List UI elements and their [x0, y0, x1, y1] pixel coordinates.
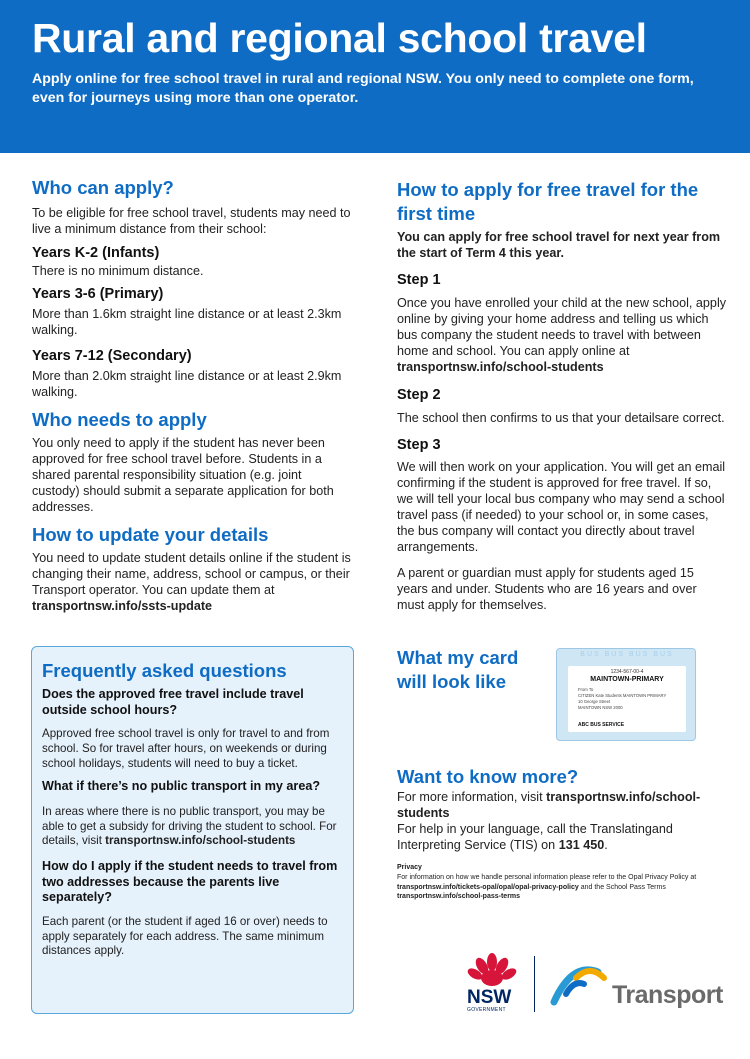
tis-info: For help in your language, call the Translatingand Interpreting Service (TIS) on 131 450. [397, 822, 673, 852]
who-can-apply-heading: Who can apply? [32, 177, 174, 198]
card-line: MAINTOWN NSW 2000 [578, 705, 623, 710]
group-title: Years 3-6 (Primary) [32, 286, 164, 302]
update-heading: How to update your details [32, 524, 269, 545]
privacy-text: For information on how we handle personal information please refer to the Opal Privacy Policy at transportnsw.info/tickets-opal/opal/opal-privacy-policy and the School Pass Terms transportnsw.info/school-pass-terms [397, 874, 697, 901]
faq-answer: Each parent (or the student if aged 16 or over) needs to apply separately for each address. The same minimum distances apply. [42, 914, 328, 958]
step-text: We will then work on your application. You will get an email confirming if the student is approved for free travel. If so, we will tell your local bus company who may send a school travel pass (if needed) to your school or, in some cases, the bus company will contact you directly about travel arrangements. [397, 460, 726, 554]
card-face [568, 666, 686, 732]
group-title: Years 7-12 (Secondary) [32, 348, 192, 364]
step-text: Once you have enrolled your child at the new school, apply online by giving your home address and telling us which bus company the student needs to travel with between home and school. You can apply online at transportnsw.info/school-students [397, 296, 727, 374]
privacy-policy-link[interactable]: transportnsw.info/tickets-opal/opal/opal-privacy-policy [397, 883, 579, 891]
card-line: CITIZEN Kate Students MAINTOWN PRIMARY [578, 693, 667, 698]
faq-question: Does the approved free travel include travel outside school hours? [42, 687, 304, 717]
group-text: More than 1.6km straight line distance or at least 2.3km walking. [32, 307, 342, 337]
nsw-logo-text: NSW [467, 987, 512, 1008]
tis-phone[interactable]: 131 450 [558, 838, 605, 852]
nsw-waratah-icon [464, 952, 520, 992]
update-text: You need to update student details online if the student is changing their name, address, school or campus, or their Transport operator. You can update them at transportnsw.info/ssts-update [32, 551, 351, 613]
how-to-apply-lead: You can apply for free school travel for next year from the start of Term 4 this year. [397, 230, 721, 260]
page-subtitle: Apply online for free school travel in rural and regional NSW. You only need to complete one form, even for journeys using more than one operator. [32, 71, 694, 106]
left-column [32, 176, 352, 614]
more-heading: Want to know more? [397, 766, 579, 787]
more-info: For more information, visit transportnsw.info/school-students [397, 790, 701, 820]
step-text: The school then confirms to us that your detailsare correct. [397, 411, 725, 425]
faq-heading: Frequently asked questions [42, 660, 287, 681]
who-can-apply-intro: To be eligible for free school travel, students may need to live a minimum distance from their school: [32, 206, 351, 236]
step-title: Step 3 [397, 437, 441, 453]
card-school: MAINTOWN-PRIMARY [590, 676, 664, 683]
group-text: More than 2.0km straight line distance or at least 2.9km walking. [32, 369, 342, 399]
card-bus-pattern: BUS BUS BUS BUS [580, 651, 674, 658]
school-students-link[interactable]: transportnsw.info/school-students [105, 834, 296, 848]
faq-question: How do I apply if the student needs to travel from two addresses because the parents live separately? [42, 859, 338, 905]
pass-terms-link[interactable]: transportnsw.info/school-pass-terms [397, 893, 521, 901]
card-line: From To [578, 687, 594, 692]
transport-logo-icon [550, 962, 620, 1012]
card-line: 10 George Street [578, 699, 611, 704]
faq-question: What if there’s no public transport in my area? [42, 779, 321, 794]
who-needs-text: You only need to apply if the student has never been approved for free school travel before. Students in a shared parental responsibility situation (e.g. joint custody) should submit a separate application for both addresses. [32, 436, 334, 514]
ssts-update-link[interactable]: transportnsw.info/ssts-update [32, 599, 213, 613]
step-title: Step 2 [397, 387, 441, 403]
faq-box [31, 646, 354, 1014]
age-note: A parent or guardian must apply for students aged 15 years and under. Students who are 16 years and over must apply for themselves. [397, 566, 697, 612]
card-service: ABC BUS SERVICE [578, 722, 625, 728]
right-column [397, 178, 727, 613]
page-title: Rural and regional school travel [32, 15, 647, 61]
card-number: 1234-567-00-4 [610, 669, 644, 675]
footer-logos [460, 950, 730, 1020]
card-heading: What my card will look like [397, 647, 519, 692]
faq-answer: In areas where there is no public transport, you may be able to get a subsidy for driving the student to school. For details, visit transportnsw.info/school-students [42, 804, 337, 848]
group-text: There is no minimum distance. [32, 264, 204, 278]
school-students-link[interactable]: transportnsw.info/school-students [397, 360, 604, 374]
logo-divider [534, 956, 535, 1012]
nsw-gov-text: GOVERNMENT [467, 1007, 506, 1013]
page-header [0, 0, 750, 153]
sample-card-image [556, 648, 696, 741]
group-title: Years K-2 (Infants) [32, 245, 160, 261]
how-to-apply-heading: How to apply for free travel for the first time [397, 179, 699, 224]
transport-logo-text: Transport [612, 981, 723, 1009]
school-students-link[interactable]: transportnsw.info/school-students [397, 790, 701, 820]
privacy-title: Privacy [397, 864, 422, 871]
faq-answer: Approved free school travel is only for travel to and from school. So for travel after hours, on weekends or during school holidays, students will need to buy a ticket. [42, 727, 330, 770]
step-title: Step 1 [397, 272, 441, 288]
more-section [397, 765, 732, 902]
who-needs-heading: Who needs to apply [32, 409, 207, 430]
